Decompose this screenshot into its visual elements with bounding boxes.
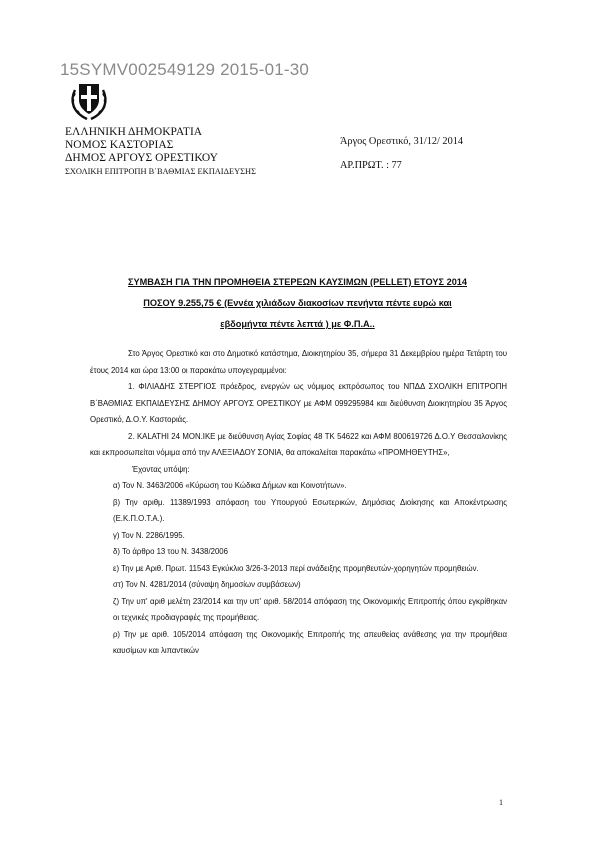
contract-title (75, 272, 520, 335)
place-date: Άργος Ορεστικό, 31/12/ 2014 (340, 136, 464, 147)
title-line-3: εβδομήντα πέντε λεπτά ) με Φ.Π.Α.. (220, 319, 375, 329)
date-protocol-block (340, 130, 463, 178)
considering-item: δ) Το άρθρο 13 του Ν. 3438/2006 (113, 547, 228, 556)
title-line-1: ΣΥΜΒΑΣΗ ΓΙΑ ΤΗΝ ΠΡΟΜΗΘΕΙΑ ΣΤΕΡΕΩΝ ΚΑΥΣΙΜΩΝ (PELLET) ΕΤΟΥΣ 2014 (127, 277, 468, 287)
considering-item: ζ) Την υπ' αριθ μελέτη 23/2014 και την υπ' αριθ. 58/2014 απόφαση της Οικονομικής Επιτροπής όπου εγκρίθηκαν οι τεχνικές προδιαγραφές της προμήθειας. (113, 596, 507, 622)
considering-item: α) Τον Ν. 3463/2006 «Κύρωση του Κώδικα Δήμων και Κοινοτήτων». (113, 481, 347, 490)
title-line-2: ΠΟΣΟΥ 9.255,75 € (Εννέα χιλιάδων διακοσίων πενήντα πέντε ευρώ και (143, 298, 452, 308)
header-line-municipality: ΔΗΜΟΣ ΑΡΓΟΥΣ ΟΡΕΣΤΙΚΟΥ (65, 152, 218, 164)
intro-paragraph: Στο Άργος Ορεστικό και στο Δημοτικό κατάστημα, Διοικητηρίου 35, σήμερα 31 Δεκεμβρίου ημέρα Τετάρτη του έτους 2014 και ώρα 13:00 οι παρακάτω υπογεγραμμένοι: (90, 349, 507, 375)
header-line-committee: ΣΧΟΛΙΚΗ ΕΠΙΤΡΟΠΗ Β΄ΒΑΘΜΙΑΣ ΕΚΠΑΙΔΕΥΣΗΣ (65, 167, 256, 176)
considering-item: στ) Τον Ν. 4281/2014 (σύναψη δημοσίων συμβάσεων) (113, 580, 301, 589)
considering-item: ε) Την με Αριθ. Πρωτ. 11543 Εγκύκλιο 3/26-3-2013 περί ανάδειξης προμηθευτών-χορηγητών προμηθειών. (113, 563, 479, 573)
party-1-paragraph: 1. ΦΙΛΙΑΔΗΣ ΣΤΕΡΓΙΟΣ πρόεδρος, ενεργών ως νόμιμος εκπρόσωπος του ΝΠΔΔ ΣΧΟΛΙΚΗ ΕΠΙΤΡΟΠΗ Β΄ΒΑΘΜΙΑΣ ΕΚΠΑΙΔΕΥΣΗΣ ΔΗΜΟΥ ΑΡΓΟΥΣ ΟΡΕΣΤΙΚΟΥ με ΑΦΜ 099295984 και διεύθυνση Διοικητηρίου 35 Άργος Ορεστικό, Δ.Ο.Υ. Καστοριάς. (90, 382, 507, 424)
party-2-paragraph: 2. KALATHI 24 MON.IKE με διεύθυνση Αγίας Σοφίας 48 ΤΚ 54622 και ΑΦΜ 800619726 Δ.Ο.Υ Θεσσαλονίκης και εκπροσωπείται νόμιμα από την ΑΛΕΞΙΑΔΟΥ ΣΟΝΙΑ, θα αποκαλείται παρακάτω «ΠΡΟΜΗΘΕΥΤΗΣ», (90, 431, 507, 457)
considering-heading: Έχοντας υπόψη: (132, 464, 190, 474)
contract-body (90, 346, 507, 660)
document-id-watermark: 15SYMV002549129 2015-01-30 (60, 60, 310, 79)
header-line-prefecture: ΝΟΜΟΣ ΚΑΣΤΟΡΙΑΣ (65, 139, 174, 151)
considering-item: γ) Τον Ν. 2286/1995. (113, 530, 185, 540)
issuer-header (65, 126, 256, 178)
considering-item: ρ) Την με αριθ. 105/2014 απόφαση της Οικονομικής Επιτροπής της απευθείας ανάθεσης για την προμήθεια καυσίμων και λιπαντικών (113, 629, 507, 655)
page-number: 1 (499, 798, 503, 807)
considering-item: β) Την αριθμ. 11389/1993 απόφαση του Υπουργού Εσωτερικών, Δημόσιας Διοίκησης και Αποκέντρωσης (Ε.Κ.Π.Ο.Τ.Α.). (113, 497, 507, 523)
header-line-republic: ΕΛΛΗΝΙΚΗ ΔΗΜΟΚΡΑΤΙΑ (65, 126, 203, 138)
greek-coat-of-arms-icon (66, 78, 112, 124)
protocol-number: ΑΡ.ΠΡΩΤ. : 77 (340, 160, 402, 171)
